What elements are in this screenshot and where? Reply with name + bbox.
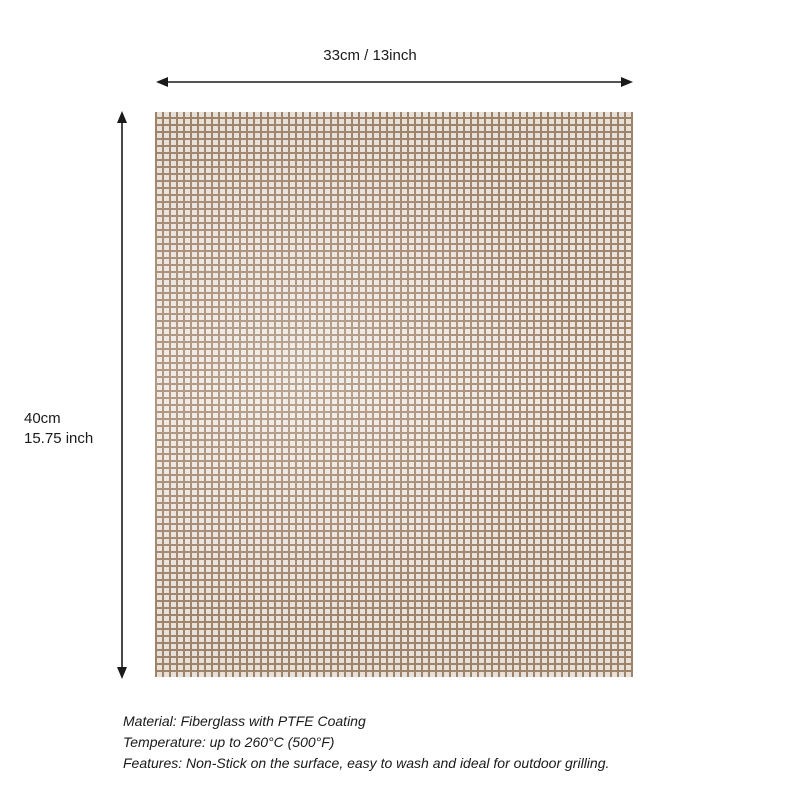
spec-temperature: Temperature: up to 260°C (500°F): [123, 734, 335, 750]
height-arrow-icon: [117, 111, 127, 679]
spec-features: Features: Non-Stick on the surface, easy to wash and ideal for outdoor grilling.: [123, 755, 610, 771]
height-imperial: 15.75 inch: [24, 430, 94, 447]
width-dimension-label: 33cm / 13inch: [323, 47, 417, 64]
width-arrow-icon: [156, 77, 633, 87]
product-specs: [123, 711, 609, 774]
height-dimension-label: [24, 409, 93, 449]
grill-mesh-image: [155, 112, 633, 677]
height-metric: 40cm: [24, 410, 61, 427]
spec-material: Material: Fiberglass with PTFE Coating: [123, 713, 366, 729]
